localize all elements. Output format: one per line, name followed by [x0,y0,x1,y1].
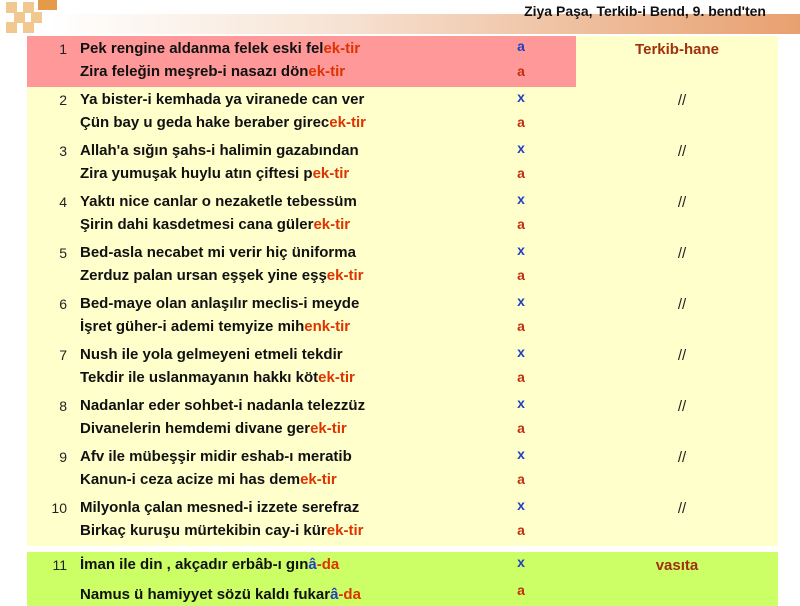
verse-line [80,448,352,465]
row-note: // [677,194,687,211]
row-note: // [677,347,687,364]
verse-text: Afv ile mübeşşir midir eshab-ı meratib [80,448,352,465]
verse-text: Namus ü hamiyyet sözü kaldı fukar [80,586,331,603]
rhyme-mark: a [517,63,525,79]
rhyme-suffix: ek-tir [312,165,350,182]
verse-line [80,63,345,80]
rhyme-mark: x [517,89,525,105]
verse-text: Nadanlar eder sohbet-i nadanla telezzüz [80,397,366,414]
row-note: // [677,92,687,109]
verse-line [80,318,350,335]
verse-text: Zira yumuşak huylu atın çiftesi p [80,165,313,182]
verse-text: İşret güher-i ademi temyize mih [80,318,305,335]
row-number: 3 [59,143,67,159]
verse-row [27,189,778,240]
verse-row [27,291,778,342]
rhyme-mark: x [517,395,525,411]
row-number: 2 [59,92,67,108]
verse-line [80,193,357,210]
verse-line [80,471,337,488]
verse-text: Zira feleğin meşreb-i nasazı dön [80,63,309,80]
rhyme-mark: a [517,216,525,232]
verse-text: Yaktı nice canlar o nezaketle tebessüm [80,193,357,210]
row-note: // [677,500,687,517]
verse-row [27,342,778,393]
row-number: 4 [59,194,67,210]
row-number: 7 [59,347,67,363]
verse-line [80,91,364,108]
verse-line [80,40,360,57]
verse-text: Allah'a sığın şahs-i halimin gazabından [80,142,359,159]
verse-line [80,346,343,363]
row-number: 10 [51,500,67,516]
verse-line [80,295,359,312]
verse-text: Kanun-i ceza acize mi has dem [80,471,301,488]
verse-text: Bed-asla necabet mi verir hiç üniforma [80,244,356,261]
rhyme-suffix: ek-tir [323,40,361,57]
rhyme-suffix: ek-tir [313,216,351,233]
page-title: Ziya Paşa, Terkib-i Bend, 9. bend'ten [524,3,766,19]
rhyme-suffix: ek-tir [329,114,366,131]
rhyme-mark: x [517,446,525,462]
rhyme-mark: a [517,420,525,436]
rhyme-mark: x [517,293,525,309]
row-note: // [677,398,687,415]
verse-text: Pek rengine aldanma felek eski fel [80,40,324,57]
row-number: 6 [59,296,67,312]
row-note: vasıta [655,557,699,574]
verse-text: Şirin dahi kasdetmesi cana güler [80,216,314,233]
rhyme-suffix: ek-tir [310,420,347,437]
verse-row [27,240,778,291]
verse-line [80,420,347,437]
verse-line [80,522,363,539]
rhyme-mark: a [517,114,525,130]
rhyme-mark: x [517,497,525,513]
verse-text: Bed-maye olan anlaşılır meclis-i meyde [80,295,360,312]
rhyme-mark: x [517,242,525,258]
verse-line [80,165,349,182]
row-note: // [677,449,687,466]
row-note: Terkib-hane [635,41,719,58]
verse-text: Zerduz palan ursan eşşek yine eşş [80,267,327,284]
verse-row [27,138,778,189]
verse-row [27,552,778,606]
rhyme-mark: a [517,582,525,598]
rhyme-mark: x [517,140,525,156]
row-note: // [677,296,687,313]
rhyme-mark: a [517,522,525,538]
verse-text: Birkaç kuruşu mürtekibin cay-i kür [80,522,327,539]
rhyme-mark: a [517,165,525,181]
verse-row [27,393,778,444]
verse-table [27,36,778,606]
verse-row [27,36,778,87]
verse-text: İman ile din , akçadır erbâb-ı gın [80,556,309,573]
verse-line [80,586,361,603]
rhyme-mark: a [517,38,525,54]
verse-row [27,495,778,546]
rhyme-mark: a [517,471,525,487]
verse-row [27,87,778,138]
verse-line [80,397,365,414]
row-number: 8 [59,398,67,414]
rhyme-suffix: -da [338,586,361,603]
verse-line [80,244,356,261]
verse-text: Tekdir ile uslanmayanın hakkı köt [80,369,319,386]
rhyme-mark: a [517,318,525,334]
verse-line [80,267,363,284]
verse-text: Divanelerin hemdemi divane ger [80,420,311,437]
rhyme-suffix: ek-tir [300,471,337,488]
row-number: 9 [59,449,67,465]
row-number: 11 [52,557,67,573]
verse-vowel: â [308,556,317,573]
rhyme-suffix: ek-tir [318,369,355,386]
verse-line [80,499,359,516]
row-number: 1 [59,41,67,57]
verse-line [80,556,339,573]
verse-row [27,444,778,495]
verse-line [80,142,359,159]
rhyme-mark: x [517,191,525,207]
rhyme-suffix: ek-tir [308,63,346,80]
verse-text: Milyonla çalan mesned-i izzete serefraz [80,499,360,516]
verse-text: Nush ile yola gelmeyeni etmeli tekdir [80,346,343,363]
rhyme-mark: a [517,369,525,385]
rhyme-suffix: ek-tir [326,522,364,539]
rhyme-suffix: ek-tir [326,267,364,284]
verse-line [80,216,350,233]
row-number: 5 [59,245,67,261]
rhyme-suffix: enk-tir [304,318,351,335]
verse-text: Çün bay u geda hake beraber girec [80,114,330,131]
verse-line [80,114,366,131]
rhyme-mark: x [517,554,525,570]
row-note: // [677,245,687,262]
rhyme-suffix: -da [316,556,340,573]
rhyme-mark: a [517,267,525,283]
row-note: // [677,143,687,160]
verse-text: Ya bister-i kemhada ya viranede can ver [80,91,365,108]
rhyme-mark: x [517,344,525,360]
verse-vowel: â [330,586,339,603]
verse-line [80,369,355,386]
